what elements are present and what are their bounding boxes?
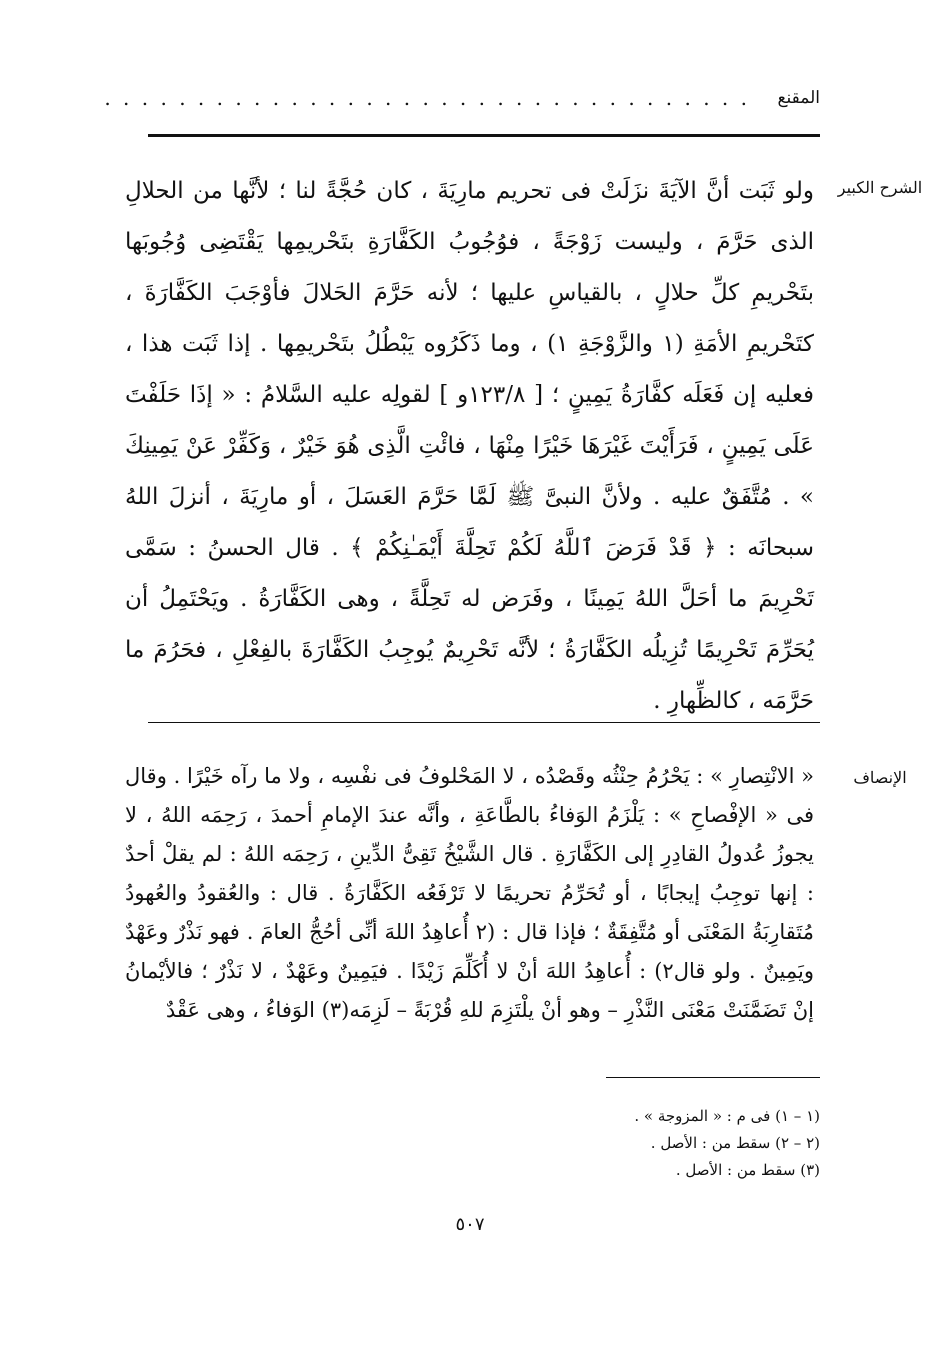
- header-rule: [148, 134, 820, 137]
- insaf-paragraph: « الانْتِصارِ » : يَحْرُمُ حِنْثُه وقَصْدُه ، لا المَحْلوفُ فى نفْسِه ، ولا ما رآه خَيْرًا . وقال فى « الإفْصاحِ » : يَلْزَمُ الوَفاءُ بالطَّاعَةِ ، وأنَّه عندَ الإمامِ أحمدَ ، رَحِمَه اللهُ ، لا يجوزُ عُدولُ القادِرِ إلى الكَفَّارَةِ . قال الشَّيْخُ تَقِىُّ الدِّينِ ، رَحِمَه اللهُ : لم يقلْ أحدٌ : إنها توجِبُ إيجابًا ، أو تُحَرِّمُ تحريمًا لا تَرْفَعُه الكَفَّارَةُ . قال : والعُقودُ والعُهودُ مُتَقارِبَةُ المَعْنَى أو مُتَّفِقَةٌ ؛ فإذا قال : (٢ أُعاهِدُ اللهَ أنِّى أحُجُّ العامَ . فهو نَذْرٌ وعَهْدٌ ويَمِينٌ . ولو قال٢) : أُعاهِدُ اللهَ أنْ لا أُكَلِّمَ زَيْدًا . فيَمِينٌ وعَهْدٌ ، لا نَذْرٌ ؛ فالأيْمانُ إنْ تَضَمَّنَتْ مَعْنَى النَّذْرِ – وهو أنْ يلْتَزِمَ للهِ قُرْبَةً – لَزِمَه(٣) الوَفاءُ ، وهى عَقْدٌ: [125, 764, 815, 1022]
- footnote-1: (١ – ١) فى م : « المزوجة » .: [634, 1107, 820, 1125]
- book-title: المقنع: [777, 88, 820, 108]
- page-number: ٥٠٧: [455, 1214, 485, 1235]
- footnote-3: (٣) سقط من : الأصل .: [675, 1161, 820, 1179]
- footnotes: [500, 1103, 820, 1184]
- header-dot-leader: . . . . . . . . . . . . . . . . . . . . . . . . . . . . . . . . . . .: [104, 86, 750, 110]
- footnote-2: (٢ – ٢) سقط من : الأصل .: [650, 1134, 820, 1152]
- footnote-rule: [606, 1077, 820, 1078]
- section-divider: [148, 722, 820, 723]
- insaf-section-label: الإنصاف: [853, 768, 907, 787]
- page-header: [104, 86, 820, 118]
- insaf-text-block: [125, 757, 814, 1030]
- sharh-section-label: الشرح الكبير: [837, 178, 923, 197]
- sharh-paragraph: ولو ثَبَت أنَّ الآيَةَ نزَلَتْ فى تحريم مارِيَةَ ، كان حُجَّةً لنا ؛ لأنَّها من الحلالِ الذى حَرَّمَ ، وليست زَوْجَةً ، فوُجُوبُ الكَفَّارَةِ بتَحْريمِها يَقْتَضِى وُجُوبَها بتَحْريمِ كلِّ حلالٍ ، بالقياسِ عليها ؛ لأنه حَرَّمَ الحَلالَ فأوْجَبَ الكَفَّارَةَ ، كتَحْريمِ الأمَةِ (١ والزَّوْجَةِ ١) ، وما ذَكَرُوه يَبْطُلُ بتَحْريمِها . إذا ثَبَت هذا ، فعليه إن فَعَلَه كفَّارَةُ يَمِينٍ ؛ [ ١٢٣/٨و ] لقولِه عليه السَّلامُ : « إذَا حَلَفْتَ عَلَى يَمِينٍ ، فَرَأَيْتَ غَيْرَهَا خَيْرًا مِنْهَا ، فائْتِ الَّذِى هُوَ خَيْرٌ ، وَكَفِّرْ عَنْ يَمِينِكَ » . مُتَّفَقٌ عليه . ولأنَّ النبىَّ ﷺ لَمَّا حَرَّمَ العَسَلَ ، أو مارِيَةَ ، أنزلَ اللهُ سبحانَه : ﴿ قَدْ فَرَضَ ٱللَّهُ لَكُمْ تَحِلَّةَ أَيْمَـٰنِكُمْ ﴾ . قال الحسنُ : سَمَّى تَحْرِيمَ ما أحَلَّ اللهُ يَمِينًا ، وفَرَض له تَحِلَّةً ، وهى الكَفَّارَةُ . ويَحْتَمِلُ أن يُحَرِّمَ تَحْرِيمًا تُزِيلُه الكَفَّارَةُ ؛ لأنَّه تَحْرِيمٌ يُوجِبُ الكَفَّارَةَ بالفِعْلِ ، فحَرُمَ ما حَرَّمَه ، كالظِّهارِ .: [125, 178, 815, 714]
- sharh-text-block: [125, 166, 814, 727]
